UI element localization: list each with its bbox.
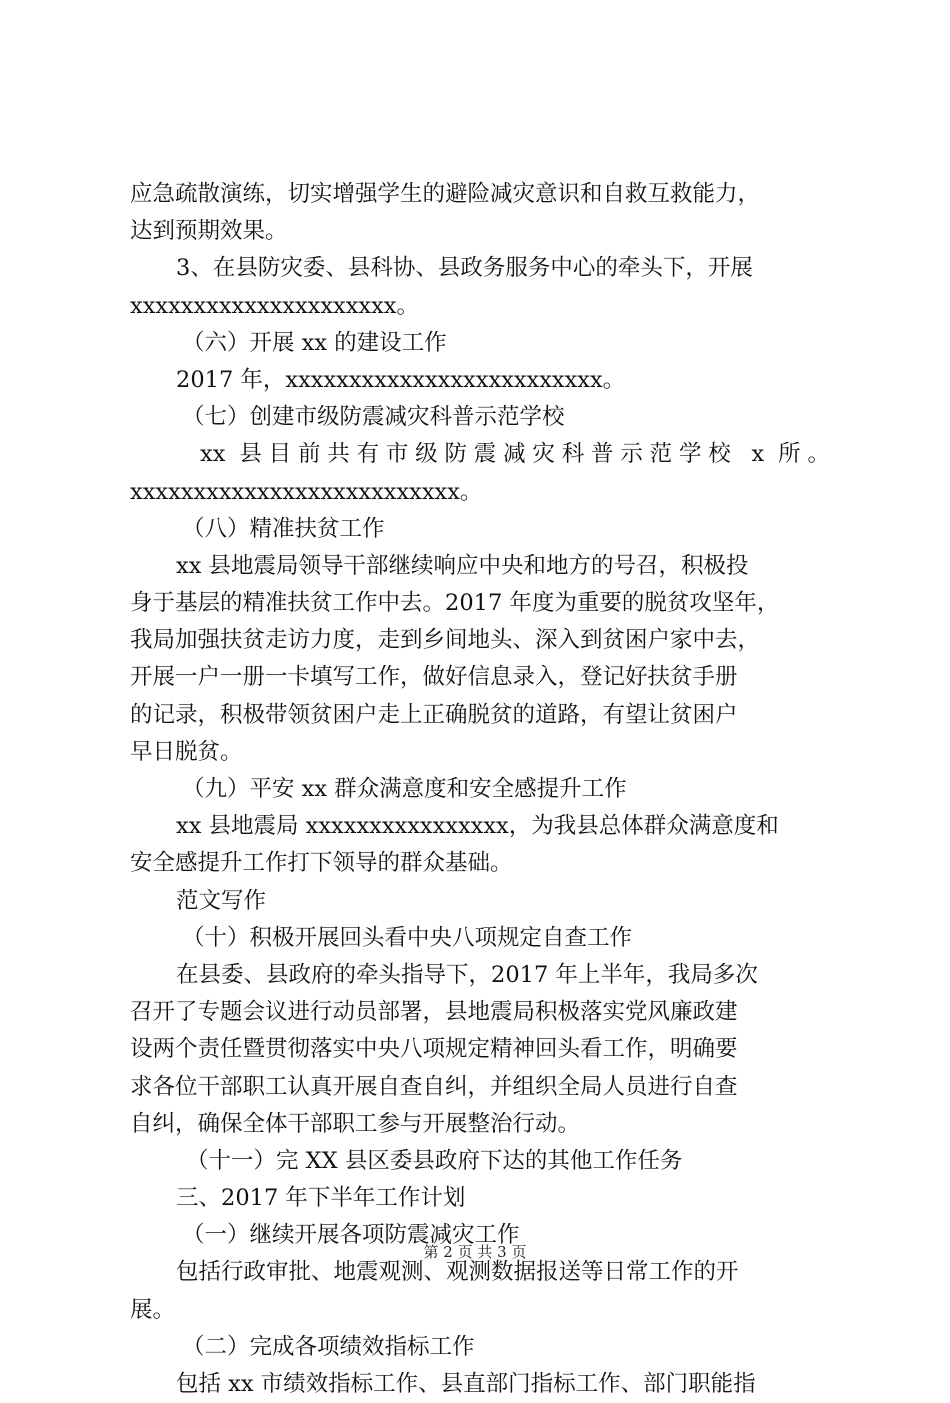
paragraph-line: 设两个责任暨贯彻落实中央八项规定精神回头看工作，明确要 (130, 1036, 738, 1063)
paragraph-line: 的记录，积极带领贫困户走上正确脱贫的道路，有望让贫困户 (130, 701, 738, 728)
paragraph-line: 召开了专题会议进行动员部署，县地震局积极落实党风廉政建 (130, 999, 738, 1026)
paragraph-line: 展。 (130, 1296, 176, 1323)
paragraph-line: xxxxxxxxxxxxxxxxxxxxx。 (130, 292, 419, 319)
paragraph-line: 身于基层的精准扶贫工作中去。2017 年度为重要的脱贫攻坚年， (130, 590, 780, 617)
section-heading: （六）开展 xx 的建设工作 (182, 329, 447, 356)
paragraph-line: 应急疏散演练，切实增强学生的避险减灾意识和自救互救能力， (130, 181, 761, 207)
paragraph-line: xx 县地震局领导干部继续响应中央和地方的号召，积极投 (176, 552, 749, 579)
page-footer (0, 1242, 950, 1262)
section-heading: （九）平安 xx 群众满意度和安全感提升工作 (182, 776, 627, 802)
paragraph-line: 包括行政审批、地震观测、观测数据报送等日常工作的开 (176, 1259, 739, 1286)
paragraph-line: 范文写作 (176, 887, 267, 914)
section-heading: （十）积极开展回头看中央八项规定自查工作 (182, 924, 633, 951)
paragraph-line: xxxxxxxxxxxxxxxxxxxxxxxxxx。 (130, 478, 483, 505)
paragraph-line: 在县委、县政府的牵头指导下，2017 年上半年，我局多次 (176, 961, 758, 988)
section-heading: 三、2017 年下半年工作计划 (176, 1185, 466, 1212)
paragraph-line: 3、在县防灾委、县科协、县政务服务中心的牵头下，开展 (176, 255, 753, 282)
paragraph-line: 开展一户一册一卡填写工作，做好信息录入，登记好扶贫手册 (130, 664, 738, 691)
paragraph-line: 自纠，确保全体干部职工参与开展整治行动。 (130, 1110, 581, 1137)
section-heading: （十一）完 XX 县区委县政府下达的其他工作任务 (186, 1147, 683, 1174)
paragraph-line: 我局加强扶贫走访力度，走到乡间地头、深入到贫困户家中去， (130, 627, 761, 654)
section-heading: （二）完成各项绩效指标工作 (182, 1333, 475, 1360)
paragraph-line: xx 县目前共有市级防震减灾科普示范学校 x 所。 (200, 441, 830, 468)
section-heading: （八）精准扶贫工作 (182, 515, 385, 542)
paragraph-line: 求各位干部职工认真开展自查自纠，并组织全局人员进行自查 (130, 1073, 738, 1100)
page-number-label: 第 2 页 共 3 页 (423, 1243, 527, 1261)
paragraph-line: 达到预期效果。 (130, 218, 288, 245)
section-heading: （一）继续开展各项防震减灾工作 (182, 1222, 520, 1249)
section-heading: （七）创建市级防震减灾科普示范学校 (182, 404, 565, 431)
paragraph-line: 2017 年，xxxxxxxxxxxxxxxxxxxxxxxxx。 (176, 366, 626, 393)
paragraph-line: 早日脱贫。 (130, 738, 243, 765)
document-body (130, 176, 830, 1403)
paragraph-line: xx 县地震局 xxxxxxxxxxxxxxxx，为我县总体群众满意度和 (176, 813, 779, 840)
paragraph-line: 包括 xx 市绩效指标工作、县直部门指标工作、部门职能指 (176, 1371, 756, 1397)
paragraph-line: 安全感提升工作打下领导的群众基础。 (130, 850, 513, 877)
